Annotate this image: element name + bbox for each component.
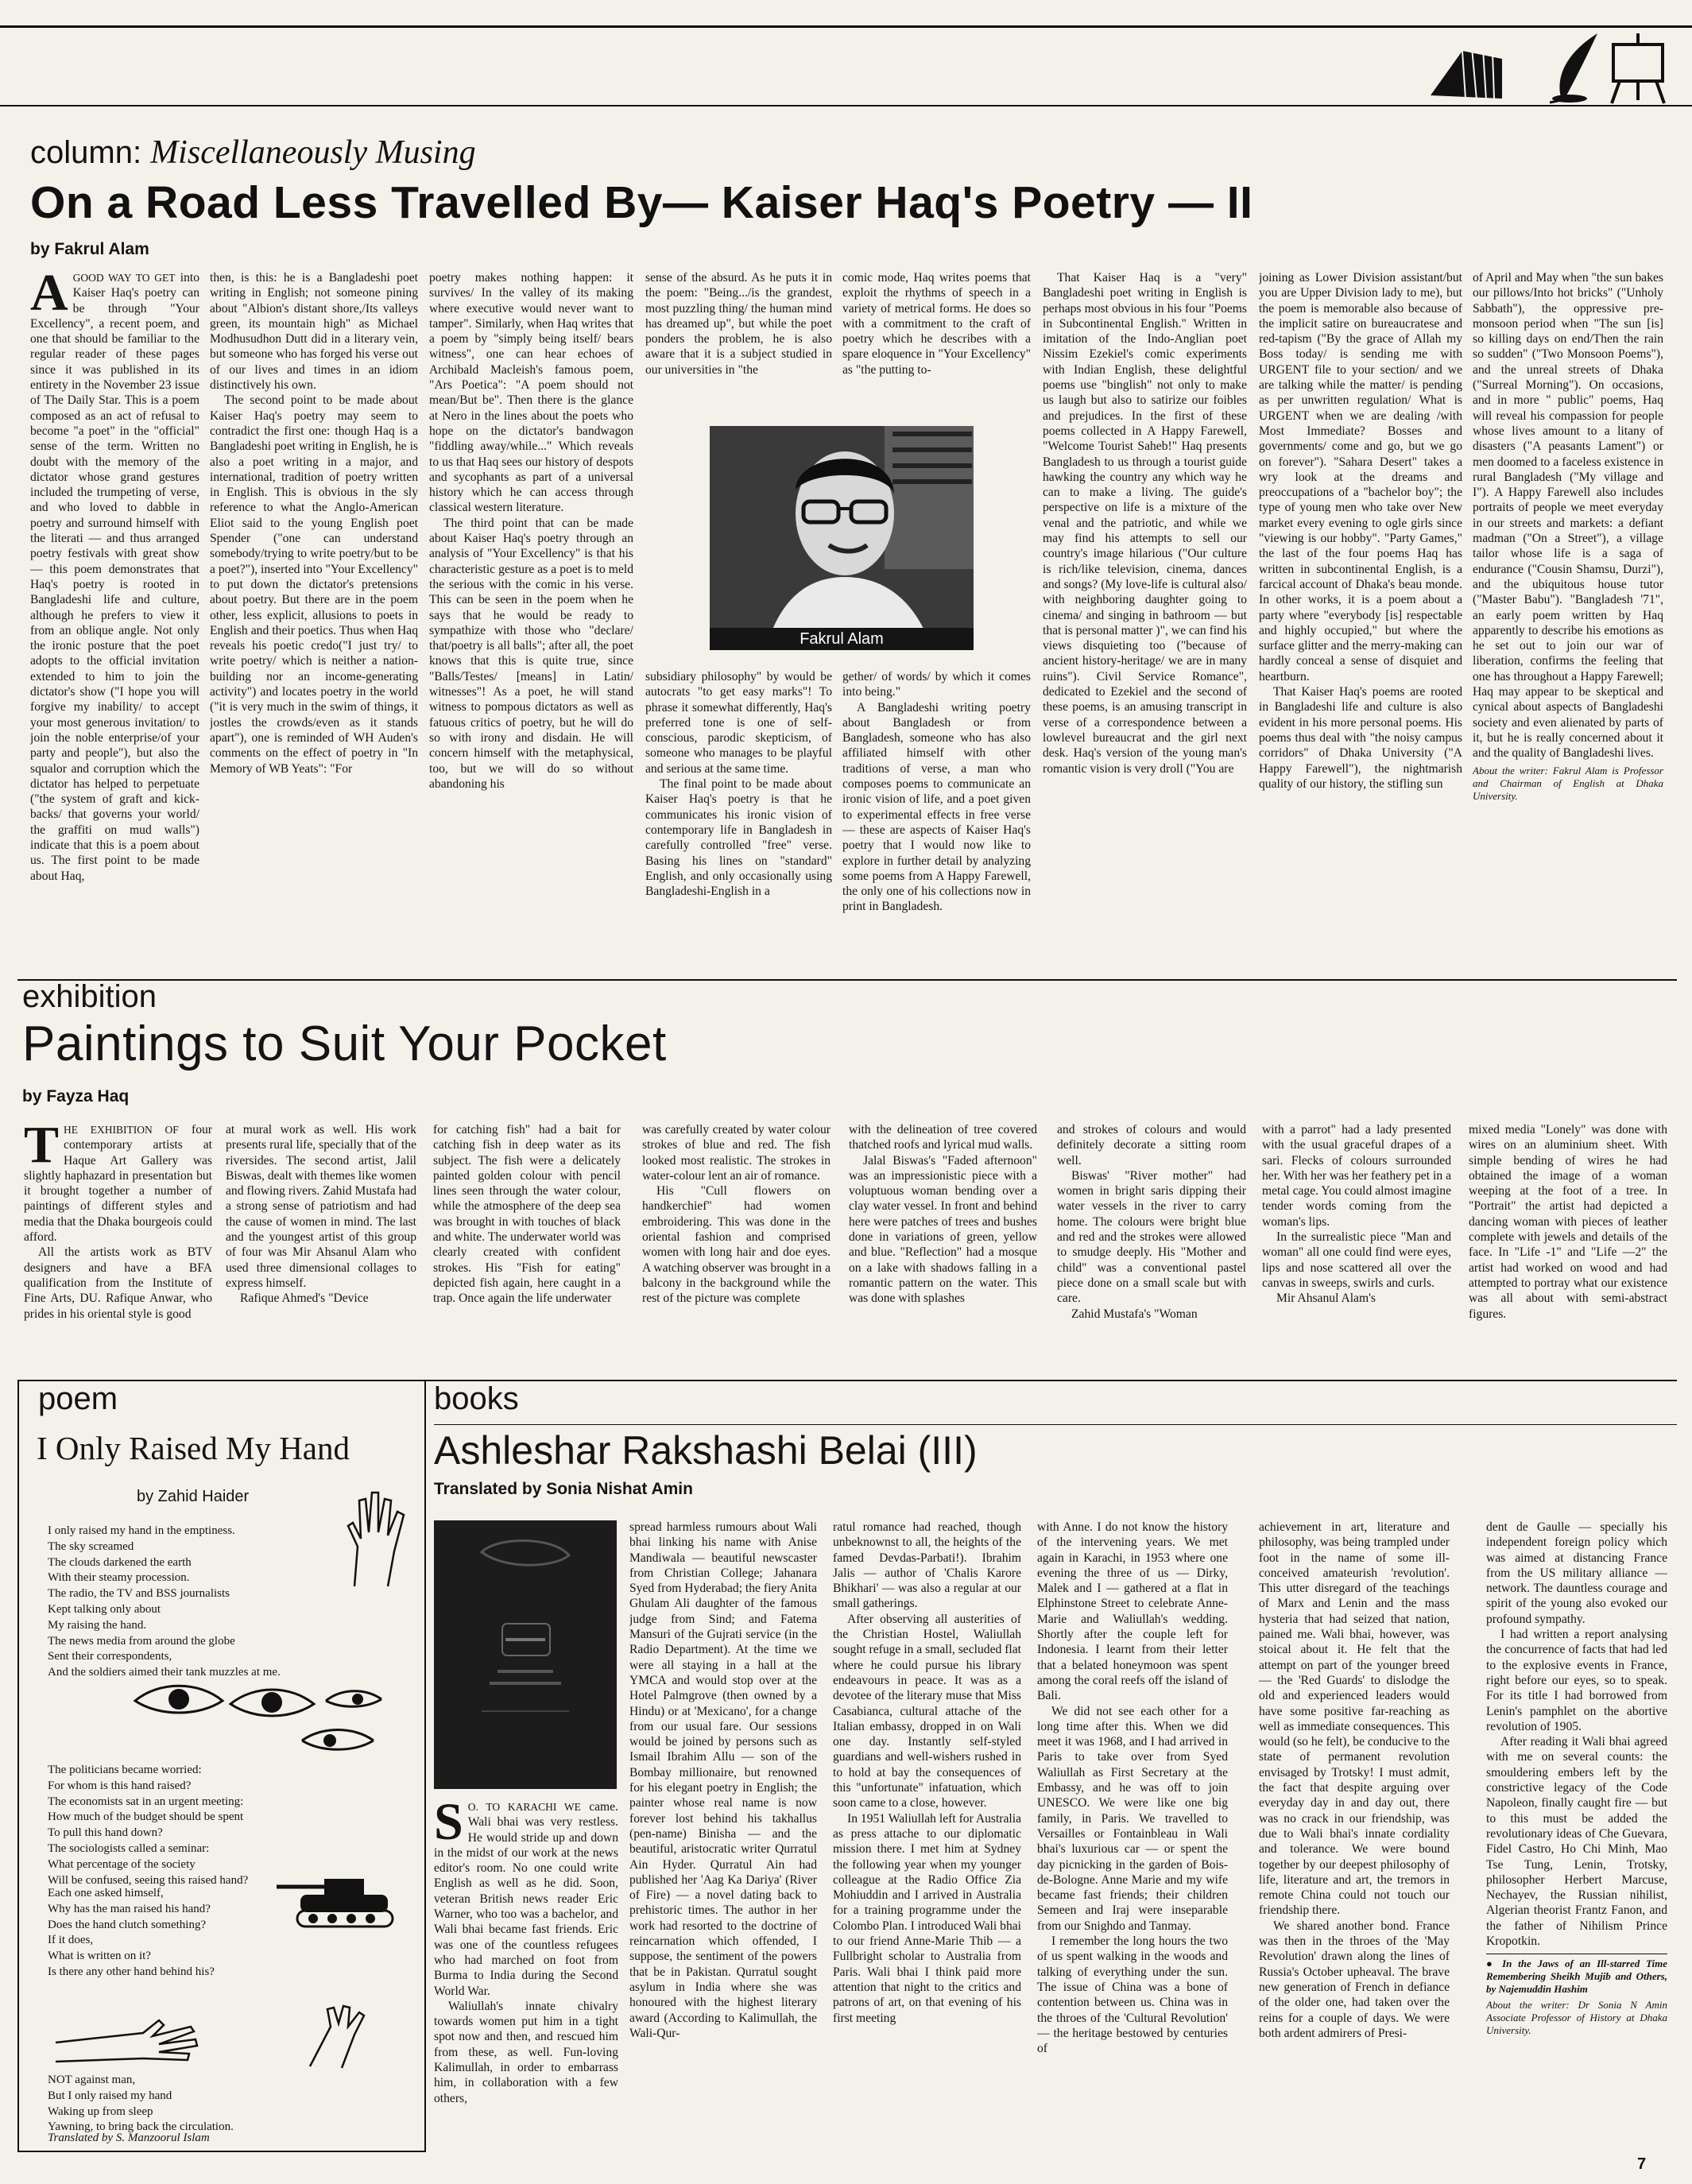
paragraph: In the surrealistic piece "Man and woman" all one could find were eyes, lips and nose scattered all over the canvas in sweeps, swirls and curls. [1262,1230,1451,1290]
poem-line: Each one asked himself, [48,1887,164,1899]
paragraph: came. Wali bhai was very restless. He would stride up and down in the midst of our work at the news editor's room. No one could write English as well as he did. Soon, veteran British news reader Eric Warner, who too was a bachelor, and Wali bhai became fast friends. Eric was one of the countless refugees who had marched on foot from Burma to India during the Second World War. [434,1800,618,1998]
lead-in: HE EXHIBITION OF [64,1124,179,1136]
paragraph: Rafique Ahmed's "Device [240,1291,369,1306]
column-text-col6 [1043,270,1247,966]
paragraph: ratul romance had reached, though unbeknownst to all, the heights of the famed Devdas-Parbati!). Ibrahim Jalis — author of 'Chalis Karore Bhikhari' — was also a regular at our small gatherings. [833,1520,1021,1611]
poem-line: Why has the man raised his hand? [48,1902,211,1915]
paragraph: joining as Lower Division assistant/but you are Upper Division lady to me), but the poem is memorable also because of the implicit satire on bureaucratese and red-tapism ("By the grace of Allah my Boss today/ is sending me with URGENT file to your section/ and we are talking while the matter/ is pending as per unwritten regulation/ What is URGENT when we are dealing /with Most Immediate? Bosses and governments/ come and go, but we go on forever"). "Sahara Desert" takes a wry look at the dreams and preoccupations of a "bachelor boy"; the type of young men who take over New market every evening to ogle girls since "viewing is our hobby". "Party Games," the last of the four poems Haq has written in subcontinental English, is a farcical account of Dhaka's beau monde. In other works, it is a poem about a party where "everybody [is] respectable and highly occupied," but where the surface glitter and the merry-making can hardly conceal a sense of disquiet and heartburn. [1259,271,1462,683]
lead-in: GOOD WAY TO GET [72,272,176,284]
column-text-col4b [645,669,832,966]
poem-byline: by Zahid Haider [137,1488,250,1505]
poem-line: NOT against man, [48,2074,136,2086]
poem-line: Waking up from sleep [48,2105,153,2118]
exhibition-col3 [433,1122,621,1392]
column-text-col1 [30,270,199,966]
poem-line: To pull this hand down? [48,1826,163,1840]
paragraph: was carefully created by water colour strokes of blue and red. The fish looked most realistic. The strokes in water-colour lent an air of romance. [642,1123,831,1183]
poem-line: My raising the hand. [48,1618,147,1632]
books-icon [1431,48,1502,100]
poem-line: Kept talking only about [48,1602,161,1616]
poem-line: For whom is this hand raised? [48,1779,192,1792]
dropcap: A [30,270,68,322]
paragraph: Zahid Mustafa's "Woman [1071,1307,1198,1321]
poem-line: If it does, [48,1934,94,1947]
eyes-illustration [127,1677,397,1768]
paragraph: poetry makes nothing happen: it survives/ In the valley of its making where executive would never want to tamper". Similarly, when Haq writes that a poem by "simply being itself/ bears witness", one can hear echoes of Archibald Macleish's famous poem, "Ars Poetica": "A poem should not mean/But be". Then there is the glance at Nero in the lines about the poets who hope on the dictator's bandwagon "fiddling away/while..." Which reveals to us that Haq sees our history of despots and sycophants as part of a universal history which he can access through classical western literature. [429,271,633,515]
footnote: ● In the Jaws of an Ill-starred Time Remembering Sheikh Mujib and Others, by Najemuddin Hashim [1486,1957,1667,1996]
paragraph: achievement in art, literature and philosophy, was being trampled under foot in the name of some ill-conceived amateurish 'revolution'. This utter disregard of the teachings of Marx and Lenin and the mass hysteria that had seized that nation, pained me. Wali bhai, however, was stoical about it. He felt that the attempt on part of the younger breed — the 'Red Guards' to dislodge the old and experienced leaders would have some positive far-reaching as well as immediate consequences. This would (so he felt), be conducive to the state of permanent revolution envisaged by Trotsky! I must admit, the fact that despite arguing over everyday day in and day out, there was no crack in our friendship, was due to Wali bhai's innate cordiality and tolerance. We were bound together by our deepest philosophy of life, literature and art, the tremors in remote China could not touch our friendship there. [1259,1520,1450,1918]
poem-line: Does the hand clutch something? [48,1918,207,1931]
exhibition-col5 [849,1122,1037,1392]
paragraph: We shared another bond. France was then in the throes of the 'May Revolution' drawn along the lines of Russia's October upheaval. The brave new generation of French in defiance of the older one, had taken over the reins for a couple of days. We were both ardent admirers of Presi- [1259,1919,1450,2040]
paragraph: and strokes of colours and would definitely decorate a sitting room well. [1057,1123,1246,1168]
poem-stanza-3 [48,1886,215,1981]
book-cover-image [434,1520,617,1789]
books-col1 [434,1799,618,2152]
poem-stanza-1 [48,1524,281,1681]
poem-stanza-4 [48,2073,234,2136]
lead-in: O. TO KARACHI WE [467,1801,581,1813]
about-writer: About the writer: Dr Sonia N Amin Associate Professor of History at Dhaka University. [1486,1999,1667,2037]
header-icons [1415,27,1685,105]
tank-illustration [269,1868,404,1931]
poem-line: How much of the budget should be spent [48,1810,244,1824]
paragraph: We did not see each other for a long time after this. When we did meet it was 1968, and I had arrived in Paris to take over from Syed Waliullah as First Secretary at the Embassy, and he was off to join UNESCO. We were like one big family, in Paris. We travelled to Versailles or Fontainbleau in Wali bhai's luxurious car — or spent the day picnicking in the garden of Bois-de-Bologne. Anne Marie and my wife became fast friends; their children Semeen and Iraj were inseparable from our Snighdo and Tanmay. [1037,1704,1228,1933]
portrait-photo [710,426,974,650]
books-byline: Translated by Sonia Nishat Amin [434,1480,693,1498]
poem-line: But I only raised my hand [48,2089,172,2102]
poem-line: Is there any other hand behind his? [48,1965,215,1978]
column-text-col7 [1259,270,1462,966]
paragraph: with a parrot" had a lady presented with the usual graceful drapes of a sari. Flecks of colours surrounded her. With her was her feathery pet in a metal cage. You could almost imagine tender words coming from the woman's lips. [1262,1123,1451,1229]
poem-translator: Translated by S. Manzoorul Islam [48,2132,210,2144]
paragraph: Jalal Biswas's "Faded afternoon" was an impressionistic piece with a voluptuous woman bending over a clay water vessel. In front and behind here were patches of trees and bushes done in variations of green, yellow and blue. "Reflection" had a mosque on a lake with shadows falling in a romantic pattern on the water. This was done with splashes [849,1153,1037,1306]
poem-line: What is written on it? [48,1950,151,1963]
column-text-col8 [1473,270,1663,966]
column-text-col3 [429,270,633,966]
exhibition-col2 [226,1122,416,1392]
paragraph: then, is this: he is a Bangladeshi poet writing in English; not someone pining about "Albion's distant shore,/Its valleys green, its mountain high" as Michael Modhusudhon Dutt did in a literary vein, but someone who has forged his verse out of our lives and times in an idiom distinctively his own. [210,271,418,393]
paragraph: subsidiary philosophy" by would be autocrats "to get easy marks"! To phrase it somewhat differently, Haq's preferred tone is one of self-conscious, parodic skepticism, of someone who manages to be playful and serious at the same time. [645,670,832,776]
raised-hand-illustration [331,1485,410,1588]
paragraph: After observing all austerities of the Christian Hostel, Waliullah sought refuge in a small, secluded flat where he could pursue his library endeavours in peace. It was as a devotee of the literary muse that Miss Casabianca, cultural attache of the Italian embassy, dropped in on Wali one day. Instantly self-styled guardians and well-wishers rushed in to hold at bay the consequences of this "unfortunate" infatuation, which soon came to a close, however. [833,1612,1021,1810]
paragraph: After reading it Wali bhai agreed with me on several counts: the smouldering embers left by the constrictive legacy of the Code Napoleon, finally caught fire — but to this must be added the revolutionary ideas of Che Guevara, Fidel Castro, Ho Chi Minh, Mao Tse Tung, Lenin, Trotsky, philosopher Herbert Marcuse, Nechayev, the Russian nihilist, Algerian theorist Frantz Fanon, and the father of Nihilism Prince Kropotkin. [1486,1735,1667,1949]
paragraph: Mir Ahsanul Alam's [1276,1291,1376,1306]
exhibition-col4 [642,1122,831,1392]
paragraph: Waliullah's innate chivalry towards women put him in a tight spot now and then, and rescued him from these, as well. Fun-loving Kalimullah, in order to embarrass him, in collaboration with a few others, [434,1999,618,2105]
column-byline: by Fakrul Alam [30,240,149,258]
poem-line: I only raised my hand in the emptiness. [48,1524,235,1537]
books-col5 [1259,1520,1450,2152]
poem-line: And the soldiers aimed their tank muzzles at me. [48,1666,281,1679]
books-col6 [1486,1520,1667,2152]
footnote-text: In the Jaws of an Ill-starred Time Remembering Sheikh Mujib and Others, by Najemuddin Hashim [1486,1957,1667,1996]
books-headline: Ashleshar Rakshashi Belai (III) [434,1428,978,1473]
paragraph: The third point that can be made about Kaiser Haq's poetry through an analysis of "Your Excellency" is that his characteristic gesture as a poet is to meld the serious with the comic in his verse. This can be seen in the poem when he says that he would be ready to sympathize with those who "declare/ that/poetry is all balls"; after all, the poet knows that this is quite true, since "Balls/Testes/ [means] in Latin/ witnesses"! As a poet, he will stand witness to pompous dictators as well as fatuous critics of poetry, but he will do so with irony and disdain. He will concern himself with the metaphysical, too, but we will do so without abandoning his [429,516,633,791]
books-col2 [629,1520,817,2152]
paragraph: sense of the absurd. As he puts it in the poem: "Being.../is the grandest, most puzzling thing/ the human mind has dreamed up", but while the poet ponders the problem, he is also aware that it is a subject studied in our universities in "the [645,271,832,377]
paragraph: with Anne. I do not know the history of the intervening years. We met again in Karachi, in 1953 where one evening the three of us — Dirky, Malek and I — gathered at a flat in Elphinstone Street to celebrate Anne-Marie and Waliullah's wedding. Shortly after the couple left for Indonesia. I learnt from their letter that a belated honeymoon was spent among the coral reefs off the island of Bali. [1037,1520,1228,1703]
column-headline: On a Road Less Travelled By— Kaiser Haq's Poetry — II [30,177,1253,228]
paragraph: The final point to be made about Kaiser Haq's poetry is that he communicates his ironic vision of contemporary life in Bangladesh in carefully controlled "free" verse. Basing his lines on "standard" English, and only occasionally using Bangladeshi-English in a [645,777,832,899]
paragraph: at mural work as well. His work presents rural life, specially that of the riversides. The second artist, Jalil Biswas, dealt with themes like women and flowing rivers. Zahid Mustafa had a strong sense of patriotism and had the cause of women in mind. The last and the youngest artist of this group of four was Mir Ahsanul Alam who used three dimensional collages to express himself. [226,1123,416,1290]
poem-line: Will be confused, seeing this raised hand? [48,1873,249,1887]
exhibition-byline: by Fayza Haq [22,1087,130,1106]
poem-line: The sociologists called a seminar: [48,1841,210,1855]
column-text-col5b [842,669,1031,966]
paragraph: That Kaiser Haq is a "very" Bangladeshi poet writing in English is perhaps most obvious in his four "Poems in Subcontinental English." Written in imitation of the Indo-Anglian poet Nissim Ezekiel's comic experiments with Indian English, these delightful poems use "binglish" not only to make us laugh but also to satirize our foibles and prejudices. In the first of these poems collected in A Happy Farewell, "Welcome Tourist Saheb!" Haq presents Bangladesh to us through a tourist guide hawking the country any which way he can to make a living. The guide's perspective on life is a mixture of the venal and the patriotic, and while we may find his attempts to sell our country's image hilarious ("Our culture is rich/like television, cinema, dances and songs? (My love-life is cultural also/ with neighboring daughter going to cinema/ and singing in bathroom — but that is personal matter )", we can find his views disquieting too ("because of ancient history-heritage/ we are in many ruins"). Civil Service Romance", dedicated to Ezekiel and the second of these poems, is an amusing transcript in verse of a correspondence between a lowlevel bureaucrat and the girl next desk. Haq's version of the young man's romantic vision is very droll ("You are [1043,271,1247,776]
poem-line: The politicians became worried: [48,1764,202,1776]
paragraph: All the artists work as BTV designers and have a BFA qualification from the Institute of Fine Arts, DU. Rafique Anwar, who prides in his oriental style is good [24,1245,212,1321]
section-kicker-column [30,134,476,172]
exhibition-col6 [1057,1122,1246,1392]
paragraph: Biswas' "River mother" had women in bright saris dipping their water vessels in the river to carry home. The colours were bright blue and red and the strokes were allowed to smudge deeply. His "Mother and child" was a conventional pastel piece done on a small scale but with care. [1057,1168,1246,1306]
books-col3 [833,1520,1021,2152]
about-writer: About the writer: Fakrul Alam is Professor and Chairman of English at Dhaka University. [1473,764,1663,802]
paragraph: four contemporary artists at Haque Art Gallery was slightly haphazard in presentation but it brought together a number of paintings of different styles and media that the Dhaka bourgeois could afford. [24,1123,212,1245]
exhibition-col7 [1262,1122,1451,1392]
section-kicker-poem: poem [38,1381,118,1416]
reaching-hands-illustration [48,2003,397,2074]
paragraph: I remember the long hours the two of us spent walking in the woods and talking of everything under the sun. The issue of China was a bone of contention between us. China was in the throes of the 'Cultural Revolution' — the heritage bestowed by centuries of [1037,1934,1228,2056]
paragraph: for catching fish" had a bait for catching fish in deep water as its subject. The fish were a delicately painted golden colour with pencil lines seen through the water colour, while the atmosphere of the deep sea was brought in with touches of black and white. The underwater world was clearly created with confident strokes. His "Fish for eating" depicted fish again, here caught in a trap. Once again the life underwater [433,1123,621,1306]
paragraph: comic mode, Haq writes poems that exploit the rhythms of speech in a variety of metrical forms. He does so with a commitment to the craft of poetry which he describes with a spare eloquence in "Your Excellency" as "the putting to- [842,271,1031,377]
kicker-label: column: [30,135,142,170]
paragraph: into Kaiser Haq's poetry can be through "Your Excellency", a recent poem, and one that should be familiar to the regular reader of these pages since it was published in its entirety in the November 23 issue of The Daily Star. This is a poem composed as an act of refusal to become "a poet" in the "official" sense of the term. Written no doubt with the memory of the dictator whose grand gestures included the trumpeting of verse, and who loved to dabble in poetry and surround himself with the literati — and thus arranged poetry festivals with great show — this poem demonstrates that Haq's poetry is rooted in Bangladeshi life and culture, although he prefers to view it from an oblique angle. Not only the ironic posture that the poet adopts to the official invitation extended to him to join the dictator's show ("I hope you will forgive my inability/ to accept your most generous invitation/ to join the noble enterprise/of your party and people"), but also the squalor and corruption which the dictator has helped to perpetuate ("the system of graft and kick-backs/ that governs your world/ the graffiti on mud walls") indicate that this is a poem about us. The first point to be made about Haq, [30,271,199,883]
poem-title: I Only Raised My Hand [37,1430,350,1466]
poem-line: With their steamy procession. [48,1571,190,1585]
dropcap: T [24,1122,60,1174]
paragraph: His "Cull flowers on handkerchief" had women embroidering. This was done in the oriental fashion and comprised women with long hair and doe eyes. A watching observer was brought in a balcony in the background while the rest of the picture was complete [642,1184,831,1306]
paragraph: dent de Gaulle — specially his independent foreign policy which was aimed at distancing France from the US military alliance — network. The dauntless courage and spirit of the young also evoked our profound sympathy. [1486,1520,1667,1626]
column-text-col5a [842,270,1031,410]
section-kicker-exhibition: exhibition [22,979,157,1014]
exhibition-col1 [24,1122,212,1392]
book-cover-art [434,1520,617,1789]
poem-line: Sent their correspondents, [48,1650,172,1663]
column-text-col2 [210,270,418,966]
column-text-col4a [645,270,832,410]
paragraph: gether/ of words/ by which it comes into being." [842,670,1031,699]
paragraph: In 1951 Waliullah left for Australia as press attache to our diplomatic mission there. I met him at Sydney the following year when my younger colleague at the Radio Office Zia Mohiuddin and I arrived in Australia for a training programme under the Colombo Plan. I introduced Wali bhai to our friend Anne-Marie Thib — a Fullbright scholar to Australia from Paris. Wali bhai I think paid more attention that night to the critics and patrons of art, on that evening of his first meeting [833,1811,1021,2025]
paragraph: The second point to be made about Kaiser Haq's poetry may seem to contradict the first one: though Haq is a Bangladeshi poet writing in English, he is also a poet writing in a major, and international, tradition of poetry written in English. This is obvious in the sly reference to what the Anglo-American Eliot said to the young English poet Spender ("one can understand somebody/trying to write poetry/but to be a poet?"), inserted into "Your Excellency" to put down the dictator's pretensions about poetry. But there are in the poem other, less explicit, allusions to poets in English and their poetics. Thus when Haq reveals his poetic credo("I just try/ to write poetry/ which is neither a nation-building nor an income-generating activity") and locates poetry in the world ("it is very much in the swim of things, it jostles the crowds/even as it stands apart"), one is reminded of WH Auden's comments on the effect of poetry in "In Memory of WB Yeats": "For [210,393,418,776]
page-number: 7 [1637,2155,1647,2173]
paragraph: with the delineation of tree covered thatched roofs and lyrical mud walls. [849,1123,1037,1152]
section-kicker-books: books [434,1381,519,1416]
books-col4 [1037,1520,1228,2152]
paragraph: I had written a report analysing the concurrence of facts that had led to the explosive events in France, right before our eyes, so to speak. For its title I had borrowed from Lenin's pamphlet on the abortive revolution of 1905. [1486,1628,1667,1733]
poem-line: Yawning, to bring back the circulation. [48,2120,234,2134]
exhibition-col8 [1469,1122,1667,1392]
poem-line: The economists sat in an urgent meeting: [48,1795,244,1808]
poem-line: The sky screamed [48,1539,134,1553]
paragraph: A Bangladeshi writing poetry about Bangladesh or from Bangladesh, someone who has also affiliated himself with other traditions of verse, a man who composes poems to communicate an ironic vision of life, and a poet given to experimental effects in free verse — these are aspects of Kaiser Haq's poetry that I would now like to explore in further detail by analyzing some poems from A Happy Farewell, the only one of his collections now in print in Bangladesh. [842,700,1031,914]
easel-icon [1612,33,1664,103]
paragraph: mixed media "Lonely" was done with wires on an aluminium sheet. With simple bending of wires he had obtained the image of a woman weeping at the foot of a tree. In "Portrait" the artist had depicted a dancing woman with pieces of leather complete with jewels and details of the face. In "Life -1" and "Life —2" the artist had worked on wood and had attempted to portray what our existence was all about with semi-abstract figures. [1469,1123,1667,1321]
poem-stanza-2 [48,1763,248,1888]
exhibition-headline: Paintings to Suit Your Pocket [22,1016,667,1071]
photo-caption: Fakrul Alam [710,628,974,650]
paragraph: of April and May when "the sun bakes our pillows/Into hot bricks" ("Unholy Sabbath"), the oppressive pre-monsoon period when "The sun [is] so killing days on end/Then the rain so sudden" ("Two Monsoon Poems"), and the unreal streets of Dhaka ("Surreal Morning"). On occasions, and in more " public" poems, Haq will reveal his compassion for people whose lives amount to a litany of disasters ("A peasants Lament") or men doomed to a faceless existence in rural Bangladesh ("My village and I"). A Happy Farewell also includes portraits of people we meet everyday in our streets and markets: a defiant madman ("On a Street"), a village tailor whose life is a saga of endurance ("Cousin Shamsu, Durzi"), and the ubiquitous house tutor ("Master Babu"). "Bangladesh '71", an early poem written by Haq apparently to describe his emotions as he set out to join our war of liberation, confirms the feeling that one has throughout a Happy Farewell; Haq may appear to be skeptical and cynical about aspects of Bangladeshi society and even alienated by parts of it, but he is really concerned about it and the quality of Bangladeshi lives. [1473,271,1663,761]
poem-line: The radio, the TV and BSS journalists [48,1587,230,1601]
dropcap: S [434,1799,463,1851]
poem-line: What percentage of the society [48,1857,196,1871]
portrait-illustration [710,426,974,650]
poem-line: The clouds darkened the earth [48,1555,192,1569]
paragraph: spread harmless rumours about Wali bhai linking his name with Anise Mandiwala — beautiful newscaster from Christian College; Jahanara Syed from Hyderabad; the fiery Anita Ghulam Ali daughter of the famous judge from Sind; and Fatema Mansuri of the Gujrati service (in the Radio Department). At the time we were all staying in a hall at the YMCA and would stop over at the Hotel Palmgrove (then owned by a Hindu) or at 'Mexicano', for a change from our usual fare. Our sessions would be joined by persons such as Ismail Ibrahim Allu — son of the Bombay millionaire, but renowned for his elegant poetry in English; the painter whose real name is now forever lost behind his takhallus (pen-name) Binisha — and the beautiful, aristocratic writer Qurratul Ain Hyder. Qurratul Ain had published her 'Aag Ka Dariya' (River of Fire) — a novel dating back to prehistoric times. The author in her work had resorted to the doctrine of reincarnation which offended, I suppose, the sentiment of the powers that be in Pakistan. Qurratul sought asylum in India where she was honoured with the highest literary award (According to Kalimullah, the Wali-Qur- [629,1520,817,2040]
poem-line: The news media from around the globe [48,1634,235,1648]
quill-pen-icon [1550,33,1597,103]
kicker-series: Miscellaneously Musing [150,134,476,171]
paragraph: That Kaiser Haq's poems are rooted in Bangladeshi life and culture is also evident in his more personal poems. His poems thus deal with "the noisy campus corridors" of Dhaka University ("A Happy Farewell"), the nightmarish quality of our history, the stifling sun [1259,685,1462,791]
